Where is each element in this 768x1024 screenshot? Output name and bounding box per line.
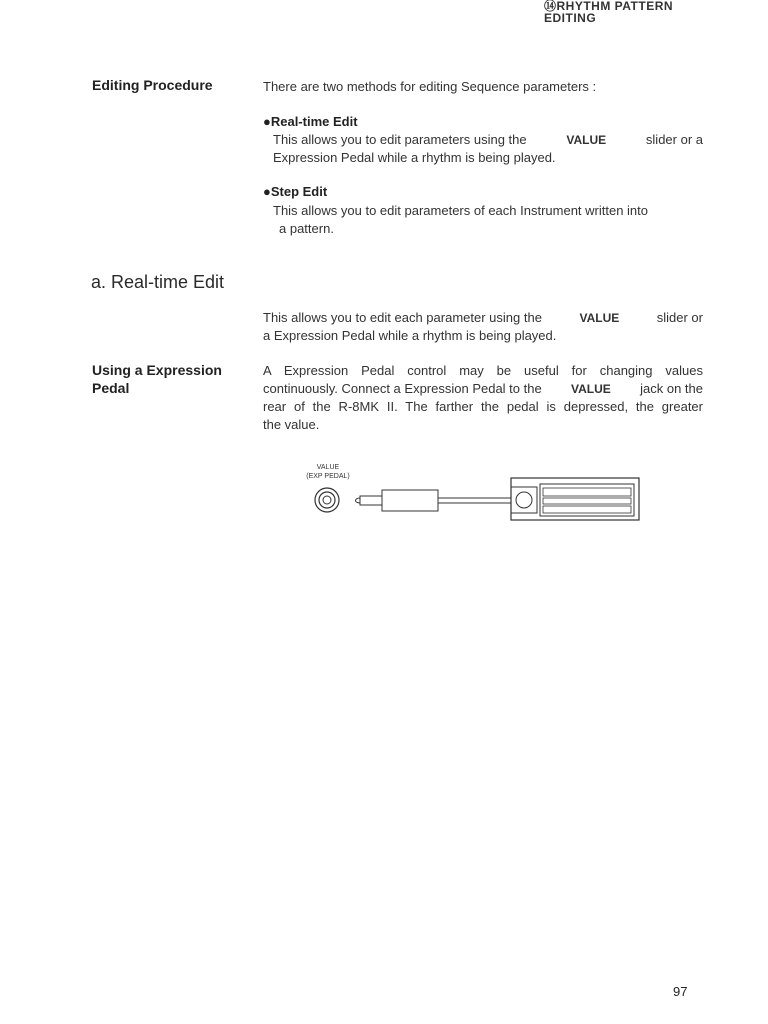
editing-procedure-intro: There are two methods for editing Sequence parameters :: [263, 79, 597, 94]
editing-procedure-heading: Editing Procedure: [92, 77, 213, 93]
realtime-body-line-2: Expression Pedal while a rhythm is being played.: [273, 150, 556, 165]
step-body-line-1: This allows you to edit parameters of each Instrument written into: [273, 203, 649, 218]
step-edit-heading: ●Step Edit: [263, 184, 328, 199]
expression-body-line-1: A Expression Pedal control may be useful for changing values: [263, 363, 703, 378]
realtime-body-line-1: This allows you to edit parameters using the: [273, 132, 527, 147]
section-a-line-1b: slider or: [656, 310, 703, 325]
expression-body-line-3: rear of the R-8MK II. The farther the pedal is depressed, the greater: [263, 399, 703, 414]
value-keyword: VALUE: [571, 382, 611, 396]
step-edit-body: [273, 202, 703, 238]
pedal-diagram: [290, 462, 650, 532]
expression-pedal-figure: [290, 462, 650, 532]
plug-icon: [356, 490, 512, 511]
expression-body-line-4: the value.: [263, 417, 320, 432]
jack-icon: [315, 488, 339, 512]
value-keyword: VALUE: [579, 311, 620, 325]
expression-pedal-icon: [511, 478, 639, 520]
figure-label-exp-pedal: (EXP PEDAL): [306, 473, 350, 480]
section-a-line-1: This allows you to edit each parameter using the: [263, 310, 542, 325]
expression-body-line-2b: jack on the: [640, 381, 703, 396]
step-body-line-2: a pattern.: [279, 221, 334, 236]
expression-pedal-body: [263, 362, 703, 434]
value-keyword: VALUE: [566, 133, 607, 147]
realtime-edit-heading: ●Real-time Edit: [263, 114, 358, 129]
section-a-title: a. Real-time Edit: [91, 272, 225, 292]
running-header: ⑭RHYTHM PATTERN EDITING: [544, 0, 674, 25]
expression-body-line-2a: continuously. Connect a Expression Pedal to the: [263, 381, 542, 396]
expression-pedal-heading-line-2: Pedal: [92, 380, 130, 396]
page-number: 97: [673, 984, 688, 999]
realtime-body-line-1b: slider or a: [645, 132, 703, 147]
section-a-body: [263, 309, 703, 345]
section-a-line-2: a Expression Pedal while a rhythm is being played.: [263, 328, 557, 343]
expression-pedal-heading: [92, 361, 234, 397]
expression-pedal-heading-line-1: Using a Expression: [92, 362, 222, 378]
realtime-edit-body: [273, 131, 703, 167]
figure-label-value: VALUE: [316, 464, 340, 471]
